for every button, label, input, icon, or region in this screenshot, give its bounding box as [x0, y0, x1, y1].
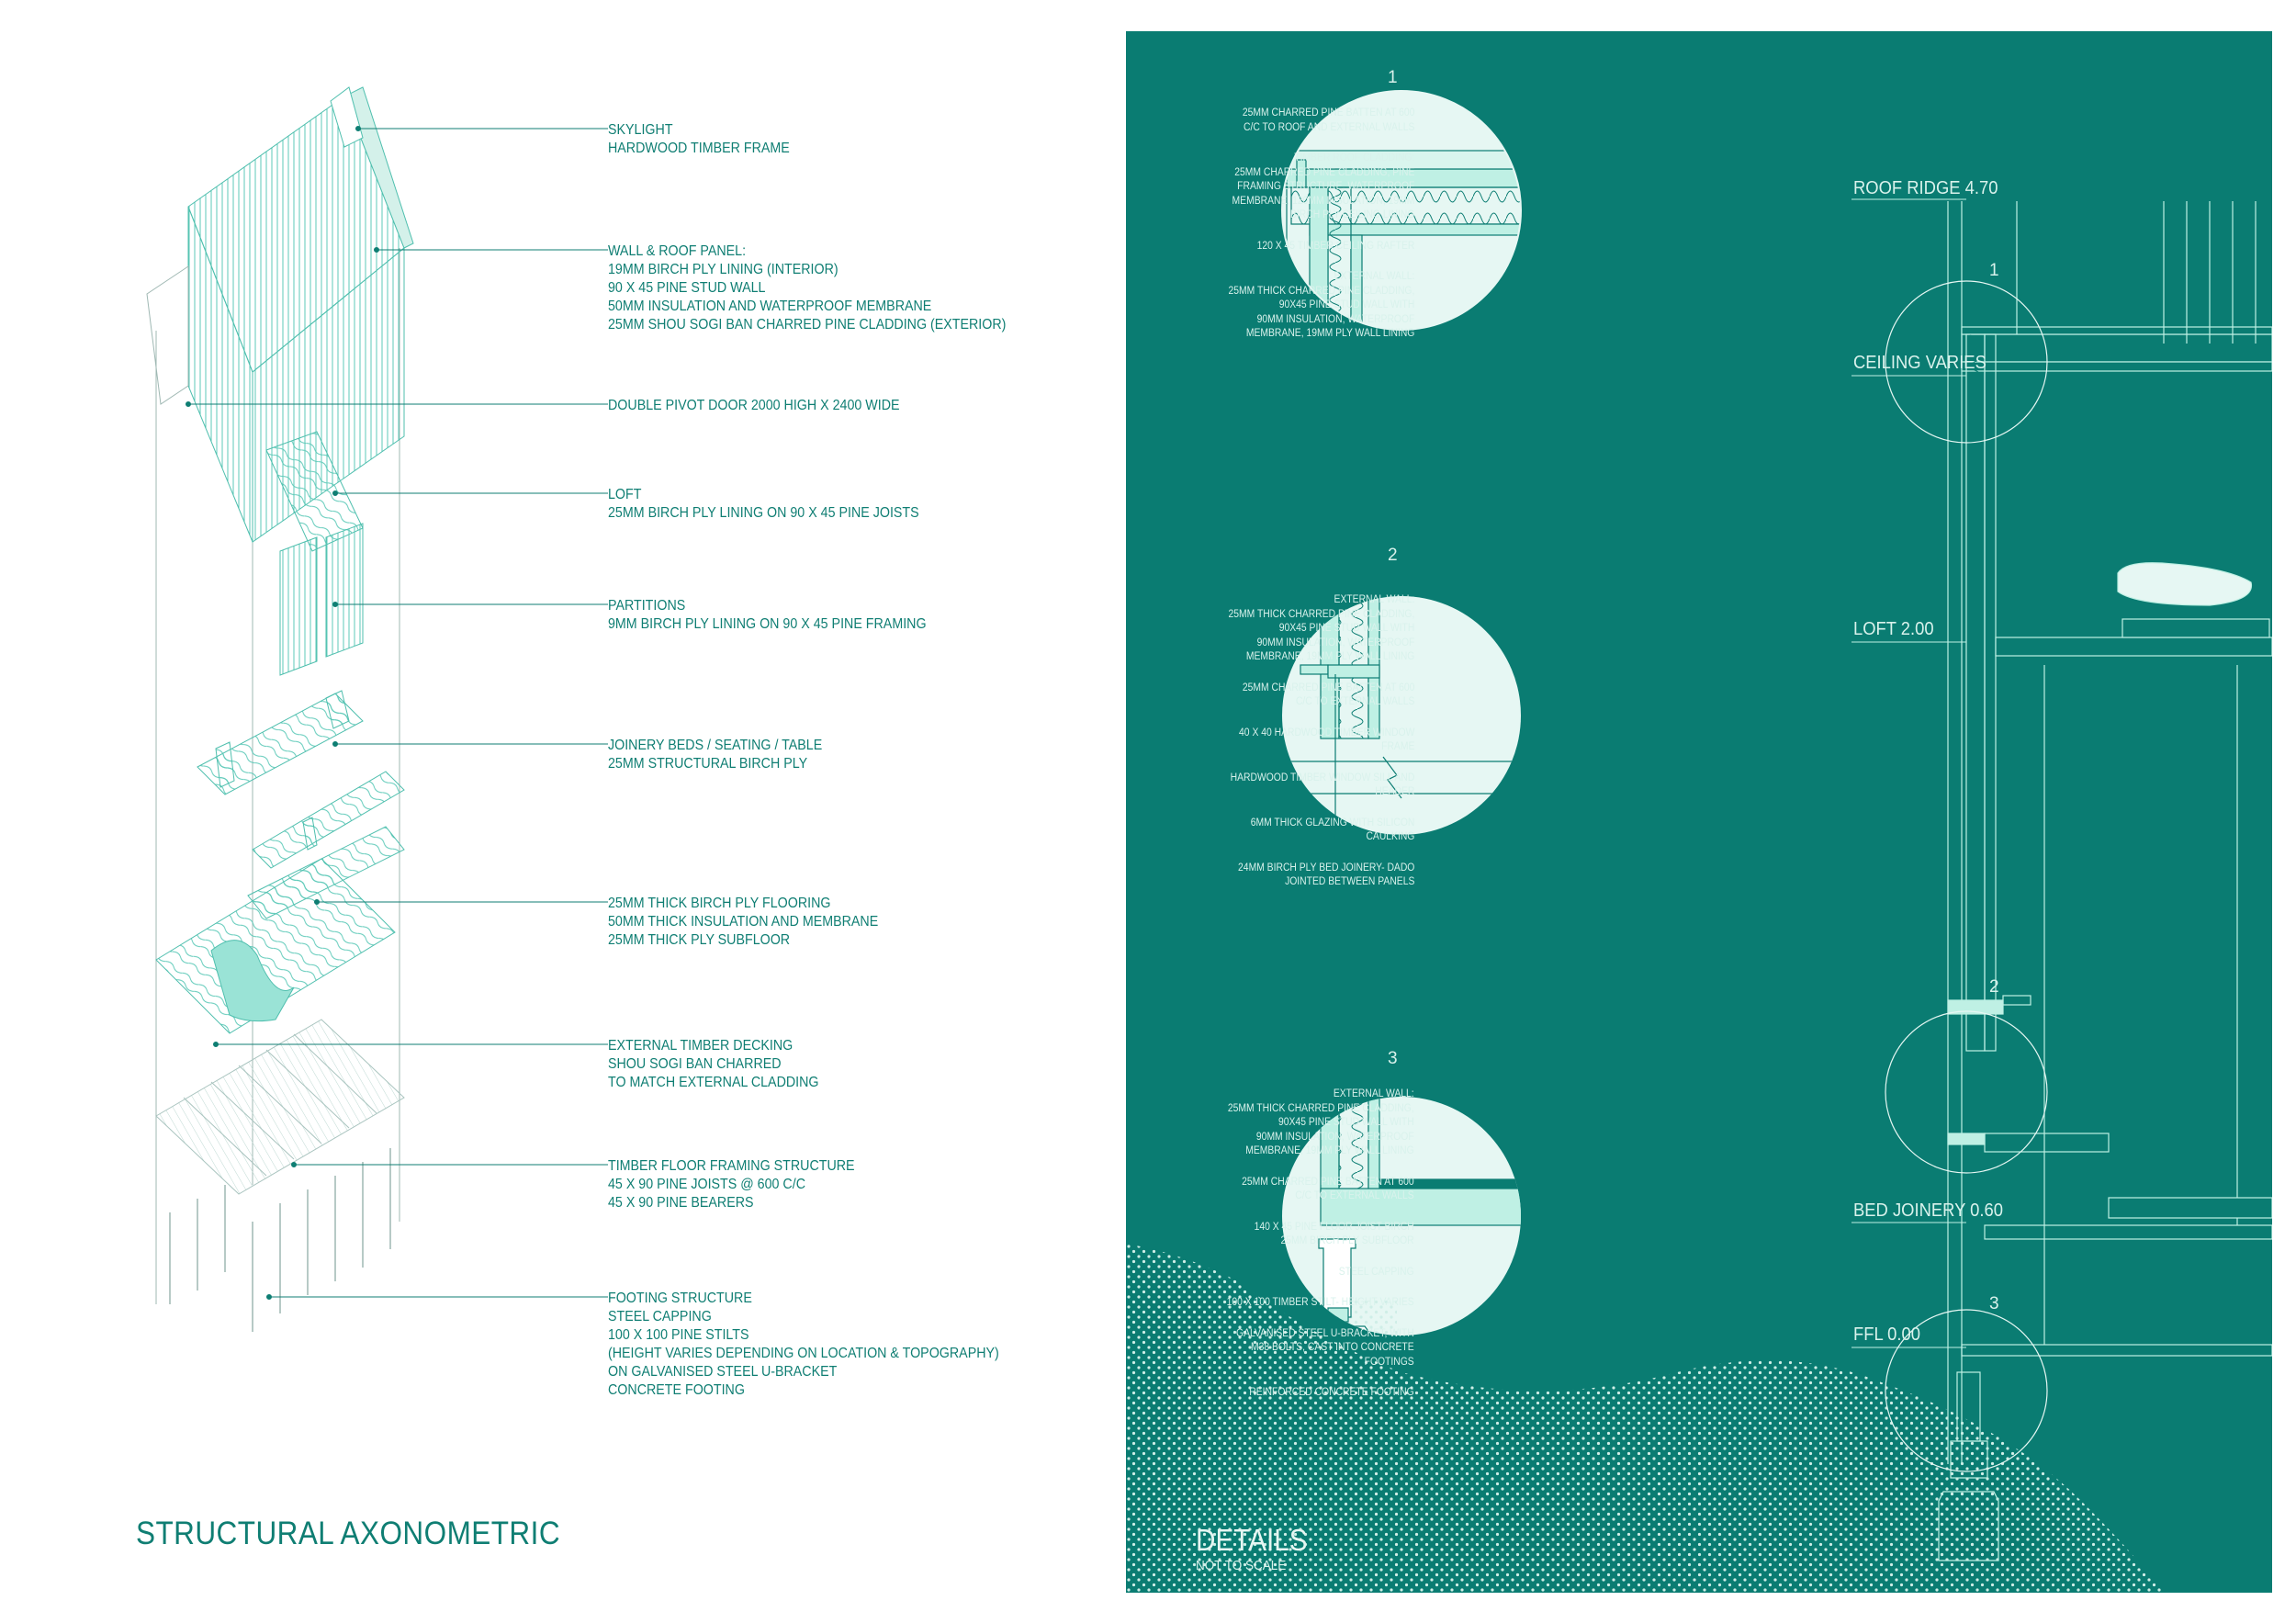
callout-partitions: PARTITIONS 9MM BIRCH PLY LINING ON 90 X 45 PINE FRAMING: [608, 598, 927, 632]
level-loft: LOFT 2.00: [1853, 619, 1934, 639]
detail-1-notes: 25MM CHARRED PINE BATTEN AT 600 C/C TO ROOF AND EXTERNAL WALLS TIMBER ROOF CLADDING: 25MM CHARRED PINE CLADDING, PINE FRAMING STRUCTURE, WATERPROOF MEMBRANE, 120MM INSULATION, 19MM BIRCH PLY CEILING LINING 120 X 45 TIMBER CEILING RAFTER EXTERNAL WALL: 25MM THICK CHARRED PINE CLADDING, 90X45 PINE STUD WALL WITH 90MM INSULATION, WATERPROOF MEMBRANE, 19MM PLY WALL LINING: [1228, 107, 1414, 339]
detail-2-notes: EXTERNAL WALL: 25MM THICK CHARRED PINE CLADDING, 90X45 PINE STUD WALL WITH 90MM INSULATION, WATERPROOF MEMBRANE, 19MM PLY WALL LINING 25MM CHARRED PINE BATTEN AT 600 C/C TO EXTERNAL WALLS 40 X 40 HARDWOOD TIMBER WINDOW FRAME HARDWOOD TIMBER WINDOW SILL AND HEADER 6MM THICK GLAZING WITH SILICON CAULKING 24MM BIRCH PLY BED JOINERY- DADO JOINTED BETWEEN PANELS: [1228, 594, 1414, 887]
detail-2-number: 2: [1388, 546, 1398, 565]
floor-framing-icon: [156, 1020, 404, 1194]
detail-1-number: 1: [1388, 68, 1398, 87]
callout-flooring: 25MM THICK BIRCH PLY FLOORING 50MM THICK INSULATION AND MEMBRANE 25MM THICK PLY SUBFLOOR: [608, 896, 879, 948]
section-marker-3: 3: [1989, 1294, 1999, 1313]
callout-floor-framing: TIMBER FLOOR FRAMING STRUCTURE 45 X 90 PINE JOISTS @ 600 C/C 45 X 90 PINE BEARERS: [608, 1158, 855, 1211]
detail-3-number: 3: [1388, 1049, 1398, 1068]
axonometric-section: [0, 0, 1120, 1623]
level-roof-ridge: ROOF RIDGE 4.70: [1853, 178, 1998, 198]
details-title: DETAILS: [1196, 1523, 1308, 1557]
callout-pivot-door: DOUBLE PIVOT DOOR 2000 HIGH X 2400 WIDE: [608, 398, 900, 413]
callout-skylight: SKYLIGHT HARDWOOD TIMBER FRAME: [608, 122, 790, 156]
callout-loft: LOFT 25MM BIRCH PLY LINING ON 90 X 45 PINE JOISTS: [608, 487, 919, 521]
footing-stilts-icon: [170, 1148, 390, 1332]
level-ffl: FFL 0.00: [1853, 1324, 1920, 1345]
details-subtitle: NOT TO SCALE: [1196, 1558, 1287, 1573]
callout-joinery: JOINERY BEDS / SEATING / TABLE 25MM STRUCTURAL BIRCH PLY: [608, 738, 823, 772]
level-bed-joinery: BED JOINERY 0.60: [1853, 1200, 2003, 1221]
section-marker-2: 2: [1989, 977, 1999, 997]
detail-3-notes: EXTERNAL WALL: 25MM THICK CHARRED PINE CLADDING, 90X45 PINE STUD WALL WITH 90MM INSULATION, WATERPROOF MEMBRANE, 19MM PLY WALL LINING 25MM CHARRED PINE BATTEN AT 600 C/C TO EXTERNAL WALLS 140 X 45 PINE FLOOR JOIST BIRCH 25MM BIRCH PLY SUBFLOOR STEEL CAPPING 100 X 100 TIMBER STILT- HEIGHT VARIES GALVANISED STEEL U-BRACKET, WITH M38 BOLTS, CAST INTO CONCRETE FOOTINGS REINFORCED CONCRETE FOOTING: [1226, 1088, 1414, 1398]
axonometric-title: STRUCTURAL AXONOMETRIC: [136, 1516, 561, 1551]
callout-decking: EXTERNAL TIMBER DECKING SHOU SOGI BAN CHARRED TO MATCH EXTERNAL CLADDING: [608, 1038, 819, 1090]
details-panel: [1126, 31, 2272, 1593]
section-marker-1: 1: [1989, 261, 1999, 280]
wall-section-drawing: [1939, 201, 2272, 1561]
callout-wall-roof-panel: WALL & ROOF PANEL: 19MM BIRCH PLY LINING (INTERIOR) 90 X 45 PINE STUD WALL 50MM INSULATION AND WATERPROOF MEMBRANE 25MM SHOU SOGI BAN CHARRED PINE CLADDING (EXTERIOR): [608, 243, 1007, 332]
callout-footing: FOOTING STRUCTURE STEEL CAPPING 100 X 100 PINE STILTS (HEIGHT VARIES DEPENDING ON LOCATION & TOPOGRAPHY) ON GALVANISED STEEL U-BRACKET CONCRETE FOOTING: [608, 1291, 999, 1398]
level-ceiling: CEILING VARIES: [1853, 353, 1986, 373]
